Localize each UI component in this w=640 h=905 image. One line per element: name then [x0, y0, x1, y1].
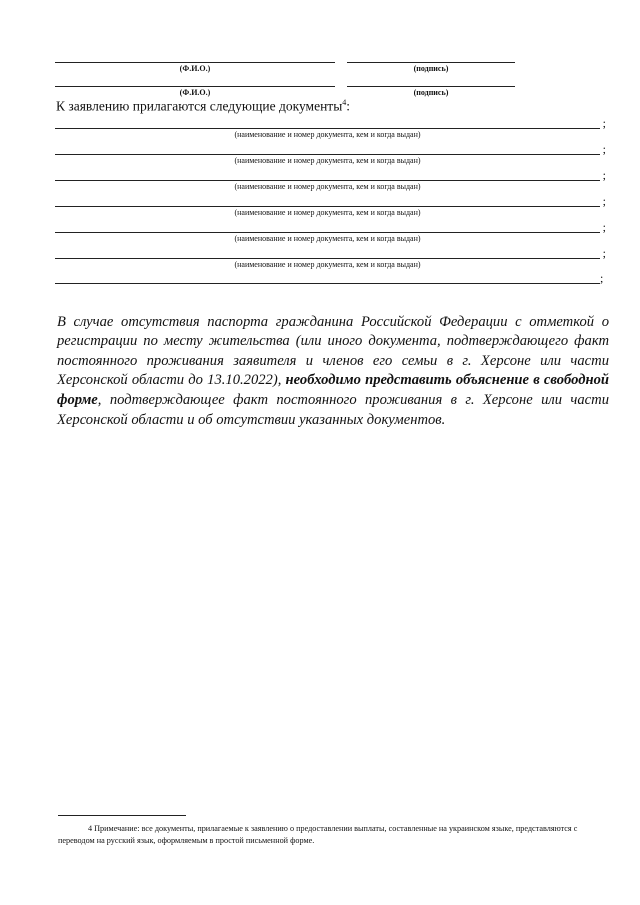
notice-part-3: , подтверждающее факт постоянного проживания в г. Херсоне или части Херсонской области и об отсутствии указанных документов. [57, 391, 609, 428]
document-line-4 [55, 194, 606, 224]
document-caption: (наименование и номер документа, кем и когда выдан) [234, 260, 421, 269]
line-end: ; [602, 116, 606, 130]
document-line-2 [55, 142, 606, 172]
signature-line [347, 62, 515, 63]
footnote-rule [58, 815, 186, 816]
footnote [58, 823, 610, 847]
documents-heading [56, 98, 350, 115]
footnote-number: 4 [88, 824, 93, 833]
line-end: ; [600, 271, 604, 285]
document-rule [55, 232, 600, 233]
documents-heading-colon: : [346, 98, 351, 114]
line-end: ; [602, 194, 606, 208]
document-caption: (наименование и номер документа, кем и когда выдан) [234, 208, 421, 217]
name-caption: (Ф.И.О.) [179, 64, 211, 73]
line-end: ; [602, 246, 606, 260]
name-line [55, 86, 335, 87]
document-rule [55, 206, 600, 207]
document-line-5 [55, 220, 606, 250]
documents-heading-text: К заявлению прилагаются следующие документы [56, 98, 343, 114]
notice-emphasis: необходимо представить объяснение в свободной форме [57, 372, 609, 408]
notice-part-1: В случае отсутствия паспорта гражданина Российской Федерации с отметкой о регистрации по месту жительства (или иного документа, подтверждающего факт постоянного проживания заявителя и членов его семьи в г. Херсоне или части Херсонской области до 13.10.2022), [57, 313, 609, 389]
signature-caption: (подпись) [413, 88, 449, 97]
document-rule [55, 258, 600, 259]
signature-line [347, 86, 515, 87]
document-line-1 [55, 116, 606, 146]
line-end: ; [602, 142, 606, 156]
document-caption: (наименование и номер документа, кем и когда выдан) [234, 182, 421, 191]
signature-caption: (подпись) [413, 64, 449, 73]
document-rule [55, 154, 600, 155]
document-caption: (наименование и номер документа, кем и когда выдан) [234, 130, 421, 139]
footnote-mark: 4 [342, 98, 347, 107]
line-end: ; [602, 168, 606, 182]
notice-paragraph [57, 313, 609, 431]
document-line-6 [55, 246, 606, 276]
document-line-7 [55, 283, 600, 284]
document-rule [55, 180, 600, 181]
footnote-text: Примечание: все документы, прилагаемые к заявлению о предоставлении выплаты, составленные на украинском языке, представляются с переводом на русский язык, оформляемым в простой письменной форме. [58, 824, 578, 845]
line-end: ; [602, 220, 606, 234]
name-caption: (Ф.И.О.) [179, 88, 211, 97]
name-line [55, 62, 335, 63]
document-caption: (наименование и номер документа, кем и когда выдан) [234, 234, 421, 243]
document-caption: (наименование и номер документа, кем и когда выдан) [234, 156, 421, 165]
document-rule [55, 128, 600, 129]
document-line-3 [55, 168, 606, 198]
signature-row-1 [55, 62, 515, 76]
